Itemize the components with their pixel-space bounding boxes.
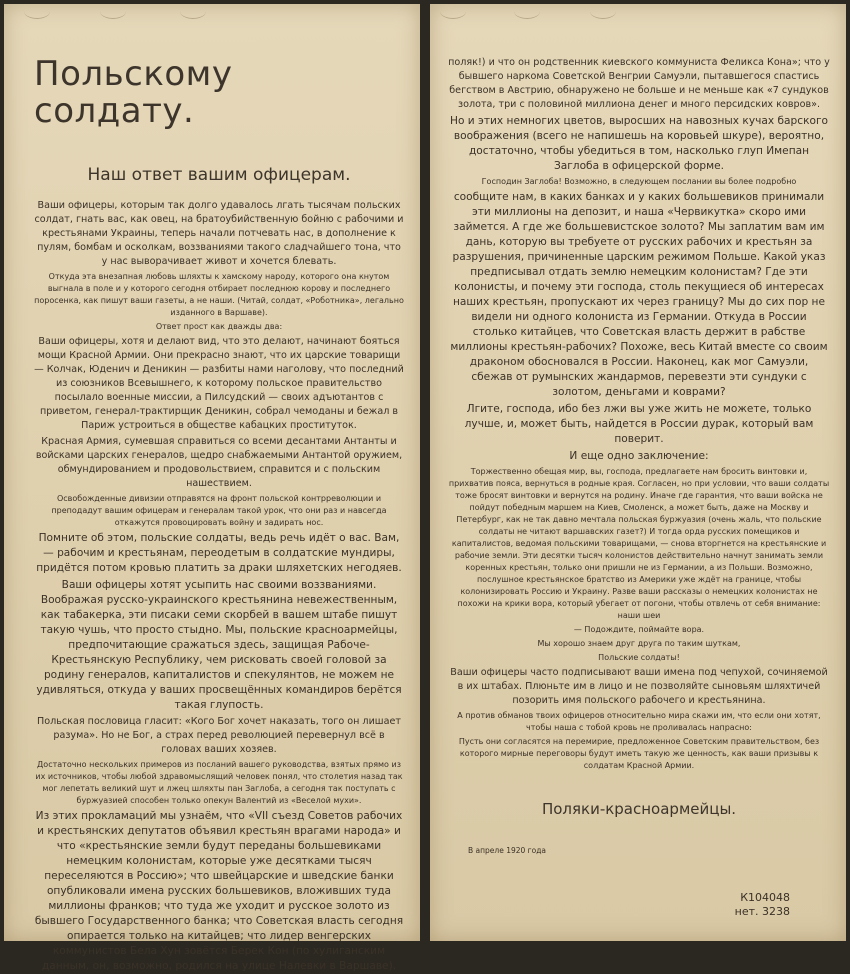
paragraph: Ваши офицеры хотят усыпить нас своими воззваниями. Воображая русско-украинского крестьянина невежественным, как табакерка, эти писаки семи скорбей в вашем штабе пишут такую чушь, что просто стыдно. Мы, польские красноармейцы, предпочитающие сражаться здесь, защищая Рабоче-Крестьянскую Республику, чем рисковать своей головой за родину генералов, капиталистов и спекулянтов, не можем не удивляться, откуда у ваших просвещённых командиров берётся такая глупость. — [36, 578, 402, 711]
left-page — [4, 4, 420, 972]
right-page — [430, 4, 846, 941]
archive-code — [735, 891, 790, 919]
paragraph: поляк!) и что он родственник киевского коммуниста Феликса Кона»; что у бывшего наркома Советской Венгрии Самуэли, пытавшегося спастись бегством в Австрию, обнаружено не больше и не меньше как «7 сундуков золота, три с половиной миллиона денег и много персидских ковров». — [448, 57, 830, 110]
page-subtitle: Наш ответ вашим офицерам. — [87, 164, 351, 185]
paragraph: И еще одно заключение: — [569, 450, 709, 462]
paragraph: сообщите нам, в каких банках и у каких большевиков принимали эти миллионы на депозит, и наша «Червикутка» скоро ими займется. А где же большевистское золото? Мы заплатим вам им дань, которую вы требуете от русских рабочих и крестьян за разрушения, причиненные царским режимом Польше. Какой указ предписывал отдать землю немецким колонистам? Где эти колонисты, и почему эти господа, столь пекущиеся об интересах наших крестьян, пропускают их через границу? Мы до сих пор не видели ни одного колониста из Германии. Откуда в России столько китайцев, что Советская власть держит в рабстве миллионы крестьян-рабочих? Похоже, весь Китай вместе со своим драконом обосновался в России. Наконец, как мог Самуэли, сбежав от румынских жандармов, перевезти эти сундуки с золотом, деньгами и коврами? — [450, 191, 828, 398]
archive-code-line1: К104048 — [740, 891, 790, 904]
paragraph: — Подождите, поймайте вора. — [573, 625, 705, 634]
signature: Поляки-красноармейцы. — [541, 800, 737, 818]
fold-mark — [440, 4, 466, 19]
paragraph: Лгите, господа, ибо без лжи вы уже жить не можете, только лучше, и, может быть, найдется в России дурак, который вам поверит. — [464, 403, 814, 445]
fold-mark — [24, 4, 50, 19]
archive-code-line2: нет. 3238 — [734, 905, 790, 918]
paragraph: Пусть они согласятся на перемирие, предложенное Советским правительством, без которого мирные переговоры будут иметь такую же ценность, как ваши призывы к солдатам Красной Армии. — [458, 737, 820, 770]
paragraph: Ваши офицеры часто подписывают ваши имена под чепухой, сочиняемой в их штабах. Плюньте им в лицо и не позволяйте сыновьям шляхтичей позорить имя польского рабочего и крестьянина. — [450, 667, 828, 706]
fold-mark — [590, 4, 616, 19]
fold-mark — [100, 4, 126, 19]
paragraph: Освобожденные дивизии отправятся на фронт польской контрреволюции и преподадут вашим офицерам и генералам такой урок, что они раз и навсегда откажутся провоцировать войну и задирать нос. — [51, 493, 387, 527]
page-title: Польскому солдату. — [34, 54, 233, 132]
paragraph: Но и этих немногих цветов, выросших на навозных кучах барского воображения (всего не напишешь на коровьей шкуре), вероятно, достаточно, чтобы убедиться в том, насколько глуп Имепан Заглоба в офицерской форме. — [449, 115, 828, 172]
paragraph: Помните об этом, польские солдаты, ведь речь идёт о вас. Вам, — рабочим и крестьянам, переодетым в солдатские мундиры, придётся потом кровью платить за драки шляхетских негодяев. — [36, 531, 402, 574]
fold-mark — [180, 4, 206, 19]
paragraph: Торжественно обещая мир, вы, господа, предлагаете нам бросить винтовки и, прихватив пояса, вернуться в родные края. Согласен, но при условии, что ваши солдаты тоже бросят винтовки и вернутся на родину. Иначе где гарантия, что ваши войска не пойдут победным маршем на Киев, Смоленск, а может быть, даже на Москву и Петербург, как не так давно мечтала польская буржуазия (очень жаль, что польские солдаты не читают варшавских газет?) И тогда орда русских помещиков и капиталистов, ведомая польскими товарищами, — снова вторгнется на крестьянские и рабочие земли. Эти десятки тысяч колонистов действительно начнут занимать земли коренных крестьян, только они пришли не из Германии, а из Польши. Возможно, послушное крестьянское братство из Америки уже ждёт на границе, чтобы колонизировать Россию и Украину. Разве ваши рассказы о немецких колонистах не похожи на крики вора, который убегает от погони, чтобы отвлечь от себя внимание: наши шеи — [448, 467, 830, 620]
paragraph: Польская пословица гласит: «Кого Бог хочет наказать, того он лишает разума». Но не Бог, а страх перед революцией перевернул всё в головах ваших хозяев. — [37, 715, 401, 755]
paragraph: Ответ прост как дважды два: — [155, 321, 283, 331]
paragraph: А против обманов твоих офицеров относительно мира скажи им, что если они хотят, чтобы наша с тобой кровь не проливалась напрасно: — [457, 711, 821, 732]
paragraph: Красная Армия, сумевшая справиться со всеми десантами Антанты и войсками царских генералов, щедро снабжаемыми Антантой оружием, обмундированием и продовольствием, справится и с польским нашествием. — [35, 435, 403, 489]
left-body — [34, 199, 404, 974]
paragraph: Польские солдаты! — [598, 653, 680, 662]
paragraph: Мы хорошо знаем друг друга по таким шуткам, — [537, 639, 741, 648]
paragraph: Откуда эта внезапная любовь шляхты к хамскому народу, которого она кнутом выгнала в поле и у которого сегодня отбирает последнюю корову и последнего поросенка, как пишут ваши газеты, а не наши. (Читай, солдат, «Роботника», легально изданного в Варшаве). — [34, 271, 404, 317]
paragraph: Достаточно нескольких примеров из посланий вашего руководства, взятых прямо из их источников, чтобы любой здравомыслящий человек понял, что столетия назад так мог лепетать великий шут и лжец шляхты пан Заглоба, а сегодня так поступать с буржуазией способен только опекун Валентий из «Веселой мухи». — [35, 759, 403, 805]
paragraph: Ваши офицеры, хотя и делают вид, что это делают, начинают бояться мощи Красной Армии. Они прекрасно знают, что их царские товарищи — Колчак, Юденич и Деникин — разбиты нами наголову, что последний из союзников Всевышнего, к которому польское правительство посылало военные миссии, а Пилсудский — своих адъютантов с приветом, генерал-трактирщик Деникин, собрал чемоданы и бежал в Париж устроиться в обществе кабацких проституток. — [34, 335, 404, 431]
paragraph: Ваши офицеры, которым так долго удавалось лгать тысячам польских солдат, гнать вас, как овец, на братоубийственную бойню с рабочими и крестьянами Украины, теперь начали потчевать нас, в дополнение к пулям, бомбам и осколкам, воззваниями такого сладчайшего тона, что у нас выворачивает живот и хочется блевать. — [34, 199, 404, 267]
right-body — [448, 56, 830, 772]
date-line: В апреле 1920 года — [468, 846, 546, 855]
paragraph: Господин Заглоба! Возможно, в следующем послании вы более подробно — [481, 177, 797, 186]
paragraph: Из этих прокламаций мы узнаём, что «VII съезд Советов рабочих и крестьянских депутатов объявил крестьян врагами народа» и что «крестьянские земли будут переданы большевиками немецким колонистам, которые уже десятками тысяч переселяются в Россию»; что швейцарские и шведские банки опубликовали имена русских большевиков, вложивших туда миллионы франков; что туда же уходит и русское золото из бывшего Государственного банка; что Советская власть сегодня опирается только на китайцев; что лидер венгерских коммунистов Бела Хун зовётся Берек Кон (по хулиганским данным, он, возможно, родился на улице Налевки в Варшаве). — [34, 809, 404, 972]
fold-mark — [514, 4, 540, 19]
